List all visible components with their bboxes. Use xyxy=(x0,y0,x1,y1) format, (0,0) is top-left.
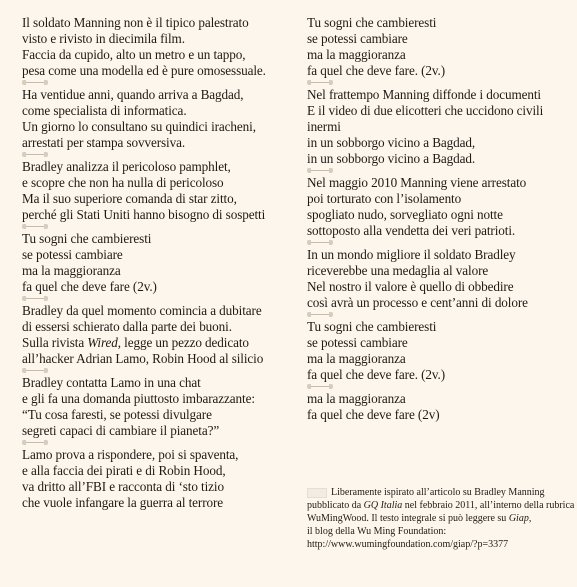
stanza-left-1 xyxy=(22,15,297,79)
verse-line: Tu sogni che cambieresti xyxy=(307,319,437,334)
verse-line: di essersi schierato dalla parte dei buoni. xyxy=(22,319,232,334)
stanza-left-4 xyxy=(22,303,297,367)
stanza-left-5 xyxy=(22,375,297,439)
verse-line: se potessi cambiare xyxy=(307,335,408,350)
stanza-separator-icon xyxy=(22,440,48,445)
verse-line: va dritto all’FBI e racconta di ‘sto tizio xyxy=(22,479,224,494)
footnote-text: pubblicato da xyxy=(307,500,364,511)
verse-line: inermi xyxy=(307,119,341,134)
stanza-separator-icon xyxy=(22,80,48,85)
source-footnote xyxy=(307,486,575,551)
verse-line: ma la maggioranza xyxy=(22,263,121,278)
verse-line: all’hacker Adrian Lamo, Robin Hood al silicio xyxy=(22,351,264,366)
verse-line: Il soldato Manning non è il tipico palestrato xyxy=(22,15,249,30)
verse-line: pesa come una modella ed è pure omosessuale. xyxy=(22,63,266,78)
verse-line: riceverebbe una medaglia al valore xyxy=(307,263,489,278)
verse-line: fa quel che deve fare. (2v.) xyxy=(307,63,446,78)
stanza-left-3 xyxy=(22,159,297,223)
verse-line: Nel frattempo Manning diffonde i documenti xyxy=(307,87,541,102)
stanza-separator-icon xyxy=(307,240,333,245)
verse-line xyxy=(22,335,297,351)
stanza-separator-icon xyxy=(307,312,333,317)
verse-line: ma la maggioranza xyxy=(307,47,406,62)
footnote-text: WuMingWood. Il testo integrale si può leggere su xyxy=(307,513,509,524)
stanza-right-3 xyxy=(307,247,569,311)
chorus-right-2 xyxy=(307,319,569,383)
footnote-line xyxy=(307,486,569,499)
left-column xyxy=(22,15,297,511)
stanza-right-1 xyxy=(307,87,569,167)
footnote-marker-icon xyxy=(307,488,327,498)
verse-line: Ha ventidue anni, quando arriva a Bagdad, xyxy=(22,87,244,102)
verse-text: , legge un pezzo dedicato xyxy=(117,335,249,350)
verse-line: fa quel che deve fare (2v.) xyxy=(22,279,157,294)
verse-line: come specialista di informatica. xyxy=(22,103,187,118)
verse-line: Bradley contatta Lamo in una chat xyxy=(22,375,201,390)
verse-line: Nel nostro il valore è quello di obbedire xyxy=(307,279,514,294)
source-url-link[interactable]: http://www.wumingfoundation.com/giap/?p=3377 xyxy=(307,539,509,550)
verse-line: Bradley da quel momento comincia a dubitare xyxy=(22,303,262,318)
verse-line: in un sobborgo vicino a Bagdad. xyxy=(307,151,476,166)
stanza-separator-icon xyxy=(22,368,48,373)
footnote-text: nel febbraio 2011, all’interno della rubrica xyxy=(402,500,575,511)
verse-text: Sulla rivista xyxy=(22,335,88,350)
blog-title: Giap xyxy=(508,513,529,524)
verse-line: visto e rivisto in diecimila film. xyxy=(22,31,185,46)
footnote-line: il blog della Wu Ming Foundation: xyxy=(307,526,447,537)
verse-line: e alla faccia dei pirati e di Robin Hood, xyxy=(22,463,226,478)
stanza-separator-icon xyxy=(22,296,48,301)
magazine-title: GQ Italia xyxy=(363,500,403,511)
verse-line: Un giorno lo consultano su quindici iracheni, xyxy=(22,119,256,134)
verse-line: segreti capaci di cambiare il pianeta?” xyxy=(22,423,220,438)
footnote-text: , xyxy=(528,513,532,524)
verse-line: che vuole infangare la guerra al terrore xyxy=(22,495,224,510)
verse-line: Bradley analizza il pericoloso pamphlet, xyxy=(22,159,231,174)
chorus-left xyxy=(22,231,297,295)
verse-line: se potessi cambiare xyxy=(307,31,408,46)
stanza-right-2 xyxy=(307,175,569,239)
verse-line: Faccia da cupido, alto un metro e un tappo, xyxy=(22,47,246,62)
footnote-text: Liberamente ispirato all’articolo su Bradley Manning xyxy=(331,487,545,498)
stanza-left-6 xyxy=(22,447,297,511)
verse-line: Tu sogni che cambieresti xyxy=(22,231,152,246)
stanza-separator-icon xyxy=(307,384,333,389)
footnote-line xyxy=(307,512,569,525)
verse-line: Ma il suo superiore comanda di star zitto, xyxy=(22,191,237,206)
stanza-left-2 xyxy=(22,87,297,151)
outro-right xyxy=(307,391,569,423)
stanza-separator-icon xyxy=(307,80,333,85)
verse-line: “Tu cosa faresti, se potessi divulgare xyxy=(22,407,212,422)
verse-line: fa quel che deve fare. (2v.) xyxy=(307,367,446,382)
verse-line: in un sobborgo vicino a Bagdad, xyxy=(307,135,476,150)
verse-line: spogliato nudo, sorvegliato ogni notte xyxy=(307,207,503,222)
verse-line: arrestati per stampa sovversiva. xyxy=(22,135,186,150)
stanza-separator-icon xyxy=(307,168,333,173)
verse-line: Tu sogni che cambieresti xyxy=(307,15,437,30)
verse-line: poi torturato con l’isolamento xyxy=(307,191,462,206)
verse-line: ma la maggioranza xyxy=(307,351,406,366)
verse-line: Lamo prova a rispondere, poi si spaventa, xyxy=(22,447,239,462)
footnote-line xyxy=(307,499,575,512)
right-column xyxy=(307,15,569,423)
verse-line: fa quel che deve fare (2v) xyxy=(307,407,440,422)
verse-line: perché gli Stati Uniti hanno bisogno di sospetti xyxy=(22,207,266,222)
verse-line: se potessi cambiare xyxy=(22,247,123,262)
verse-line: Nel maggio 2010 Manning viene arrestato xyxy=(307,175,527,190)
verse-line: e gli fa una domanda piuttosto imbarazzante: xyxy=(22,391,255,406)
verse-line: sottoposto alla vendetta dei veri patrioti. xyxy=(307,223,516,238)
verse-line: così avrà un processo e cent’anni di dolore xyxy=(307,295,528,310)
stanza-separator-icon xyxy=(22,152,48,157)
verse-line: In un mondo migliore il soldato Bradley xyxy=(307,247,516,262)
verse-line: E il video di due elicotteri che uccidono civili xyxy=(307,103,544,118)
verse-line: ma la maggioranza xyxy=(307,391,406,406)
verse-line: e scopre che non ha nulla di pericoloso xyxy=(22,175,224,190)
magazine-title: Wired xyxy=(87,335,118,350)
chorus-right-1 xyxy=(307,15,569,79)
stanza-separator-icon xyxy=(22,224,48,229)
